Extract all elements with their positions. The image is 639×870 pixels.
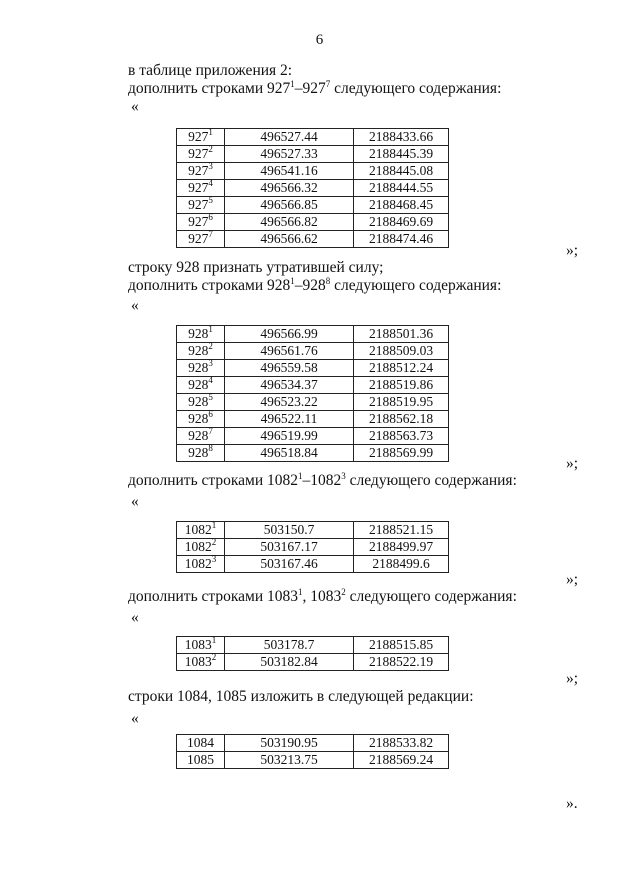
point-superscript: 5 (208, 195, 213, 205)
point-number-cell (177, 377, 225, 394)
y-coordinate-cell: 2188519.95 (354, 394, 449, 411)
point-superscript: 6 (208, 409, 213, 419)
x-coordinate-cell: 496527.33 (225, 146, 354, 163)
close-quote: »; (566, 455, 579, 472)
x-coordinate-cell: 503190.95 (225, 735, 354, 752)
table-row (177, 231, 449, 248)
superscript-index: 1 (298, 471, 303, 481)
table-row (177, 343, 449, 360)
x-coordinate-cell: 496566.62 (225, 231, 354, 248)
y-coordinate-cell: 2188445.39 (354, 146, 449, 163)
y-coordinate-cell: 2188468.45 (354, 197, 449, 214)
open-quote (131, 493, 139, 511)
y-coordinate-cell: 2188445.08 (354, 163, 449, 180)
text-fragment: строку 928 признать утратившей силу; (128, 259, 384, 276)
text-fragment: « (131, 297, 139, 314)
point-number-cell (177, 326, 225, 343)
text-fragment: следующего содержания: (330, 80, 502, 97)
point-number: 927 (188, 180, 209, 195)
instruction-line (128, 62, 292, 80)
text-fragment: « (131, 98, 139, 115)
point-number: 1082 (184, 522, 212, 537)
table-row (177, 326, 449, 343)
point-number: 928 (188, 394, 209, 409)
x-coordinate-cell: 496541.16 (225, 163, 354, 180)
table-row (177, 163, 449, 180)
coordinates-table (176, 325, 449, 462)
open-quote (131, 609, 139, 627)
x-coordinate-cell: 496566.82 (225, 214, 354, 231)
y-coordinate-cell: 2188509.03 (354, 343, 449, 360)
point-number: 927 (188, 129, 209, 144)
table-row (177, 735, 449, 752)
instruction-line (128, 588, 517, 606)
close-quote: »; (566, 242, 579, 259)
text-fragment: –1082 (302, 472, 342, 489)
superscript-index: 1 (298, 587, 303, 597)
close-quote: ». (566, 795, 578, 812)
y-coordinate-cell: 2188499.97 (354, 539, 449, 556)
point-number: 927 (188, 197, 209, 212)
point-superscript: 7 (208, 426, 213, 436)
y-coordinate-cell: 2188533.82 (354, 735, 449, 752)
superscript-index: 1 (290, 79, 295, 89)
instruction-line (128, 259, 383, 277)
table-row (177, 394, 449, 411)
coordinates-table (176, 636, 449, 671)
y-coordinate-cell: 2188512.24 (354, 360, 449, 377)
point-superscript: 4 (208, 375, 213, 385)
text-fragment: следующего содержания: (345, 588, 517, 605)
table-row (177, 360, 449, 377)
y-coordinate-cell: 2188474.46 (354, 231, 449, 248)
point-number-cell (177, 180, 225, 197)
x-coordinate-cell: 496523.22 (225, 394, 354, 411)
x-coordinate-cell: 496518.84 (225, 445, 354, 462)
open-quote (131, 297, 139, 315)
table-row (177, 522, 449, 539)
point-superscript: 3 (211, 554, 217, 564)
y-coordinate-cell: 2188519.86 (354, 377, 449, 394)
table-row (177, 180, 449, 197)
instruction-line (128, 80, 501, 98)
point-number-cell (177, 522, 225, 539)
point-number-cell (177, 445, 225, 462)
table-row (177, 214, 449, 231)
point-superscript: 1 (208, 324, 213, 334)
point-number: 928 (188, 343, 209, 358)
point-superscript: 4 (208, 178, 213, 188)
point-number-cell (177, 146, 225, 163)
point-number: 1084 (187, 735, 214, 750)
y-coordinate-cell: 2188501.36 (354, 326, 449, 343)
superscript-index: 7 (325, 79, 331, 89)
point-number-cell (177, 231, 225, 248)
table-row (177, 654, 449, 671)
superscript-index: 2 (341, 587, 346, 597)
point-superscript: 1 (208, 127, 213, 137)
text-fragment: следующего содержания: (330, 277, 502, 294)
point-superscript: 7 (208, 229, 213, 239)
x-coordinate-cell: 503150.7 (225, 522, 354, 539)
table-row (177, 539, 449, 556)
point-superscript: 2 (211, 537, 217, 547)
point-number-cell (177, 129, 225, 146)
x-coordinate-cell: 503167.17 (225, 539, 354, 556)
point-number: 1085 (187, 752, 214, 767)
y-coordinate-cell: 2188469.69 (354, 214, 449, 231)
point-number-cell (177, 654, 225, 671)
point-number-cell (177, 556, 225, 573)
point-number: 1082 (184, 539, 212, 554)
y-coordinate-cell: 2188522.19 (354, 654, 449, 671)
text-fragment: в таблице приложения 2: (128, 62, 293, 79)
table-row (177, 445, 449, 462)
close-quote: »; (566, 571, 579, 588)
x-coordinate-cell: 503182.84 (225, 654, 354, 671)
y-coordinate-cell: 2188521.15 (354, 522, 449, 539)
x-coordinate-cell: 496527.44 (225, 129, 354, 146)
y-coordinate-cell: 2188569.24 (354, 752, 449, 769)
point-number: 1082 (184, 556, 212, 571)
x-coordinate-cell: 503167.46 (225, 556, 354, 573)
x-coordinate-cell: 496566.99 (225, 326, 354, 343)
point-number-cell (177, 411, 225, 428)
instruction-line (128, 472, 517, 490)
table-row (177, 129, 449, 146)
text-fragment: , 1083 (302, 588, 342, 605)
point-superscript: 3 (208, 161, 213, 171)
text-fragment: дополнить строками 928 (128, 277, 291, 294)
point-number: 928 (188, 445, 209, 460)
point-number: 928 (188, 411, 209, 426)
point-number-cell (177, 360, 225, 377)
x-coordinate-cell: 496566.32 (225, 180, 354, 197)
x-coordinate-cell: 496559.58 (225, 360, 354, 377)
table-row (177, 197, 449, 214)
text-fragment: « (131, 609, 139, 626)
point-number-cell (177, 394, 225, 411)
point-number: 927 (188, 146, 209, 161)
text-fragment: дополнить строками 1082 (128, 472, 299, 489)
table-row (177, 752, 449, 769)
point-superscript: 2 (208, 341, 213, 351)
point-number: 927 (188, 163, 209, 178)
y-coordinate-cell: 2188563.73 (354, 428, 449, 445)
point-number-cell (177, 539, 225, 556)
table-row (177, 637, 449, 654)
text-fragment: –928 (294, 277, 326, 294)
point-number: 1083 (184, 637, 212, 652)
superscript-index: 8 (325, 276, 331, 286)
text-fragment: дополнить строками 927 (128, 80, 291, 97)
y-coordinate-cell: 2188562.18 (354, 411, 449, 428)
point-superscript: 2 (211, 652, 217, 662)
point-number: 928 (188, 428, 209, 443)
x-coordinate-cell: 496522.11 (225, 411, 354, 428)
text-fragment: –927 (294, 80, 326, 97)
text-fragment: « (131, 493, 139, 510)
point-number-cell (177, 163, 225, 180)
y-coordinate-cell: 2188444.55 (354, 180, 449, 197)
x-coordinate-cell: 496561.76 (225, 343, 354, 360)
instruction-line (128, 688, 474, 706)
point-number-cell (177, 197, 225, 214)
point-number: 928 (188, 360, 209, 375)
text-fragment: следующего содержания: (345, 472, 517, 489)
point-number: 928 (188, 326, 209, 341)
point-number-cell (177, 637, 225, 654)
y-coordinate-cell: 2188433.66 (354, 129, 449, 146)
point-superscript: 8 (208, 443, 213, 453)
x-coordinate-cell: 503178.7 (225, 637, 354, 654)
y-coordinate-cell: 2188515.85 (354, 637, 449, 654)
open-quote (131, 710, 139, 728)
coordinates-table (176, 521, 449, 573)
text-fragment: дополнить строками 1083 (128, 588, 299, 605)
point-number-cell (177, 752, 225, 769)
point-number: 927 (188, 214, 209, 229)
table-row (177, 146, 449, 163)
point-superscript: 1 (211, 520, 217, 530)
x-coordinate-cell: 503213.75 (225, 752, 354, 769)
point-number-cell (177, 735, 225, 752)
x-coordinate-cell: 496534.37 (225, 377, 354, 394)
superscript-index: 1 (290, 276, 295, 286)
point-superscript: 6 (208, 212, 213, 222)
point-superscript: 1 (211, 635, 217, 645)
point-number: 928 (188, 377, 209, 392)
superscript-index: 3 (341, 471, 346, 481)
coordinates-table (176, 128, 449, 248)
table-row (177, 377, 449, 394)
table-row (177, 428, 449, 445)
point-superscript: 3 (208, 358, 213, 368)
table-row (177, 556, 449, 573)
page-number: 6 (315, 32, 324, 48)
y-coordinate-cell: 2188499.6 (354, 556, 449, 573)
instruction-line (128, 277, 501, 295)
point-superscript: 5 (208, 392, 213, 402)
point-number-cell (177, 428, 225, 445)
point-number-cell (177, 343, 225, 360)
open-quote (131, 98, 139, 116)
table-row (177, 411, 449, 428)
coordinates-table (176, 734, 449, 769)
text-fragment: строки 1084, 1085 изложить в следующей редакции: (128, 688, 474, 705)
x-coordinate-cell: 496566.85 (225, 197, 354, 214)
point-number: 1083 (184, 654, 212, 669)
x-coordinate-cell: 496519.99 (225, 428, 354, 445)
point-number: 927 (188, 231, 209, 246)
y-coordinate-cell: 2188569.99 (354, 445, 449, 462)
point-number-cell (177, 214, 225, 231)
point-superscript: 2 (208, 144, 213, 154)
text-fragment: « (131, 710, 139, 727)
close-quote: »; (566, 670, 579, 687)
